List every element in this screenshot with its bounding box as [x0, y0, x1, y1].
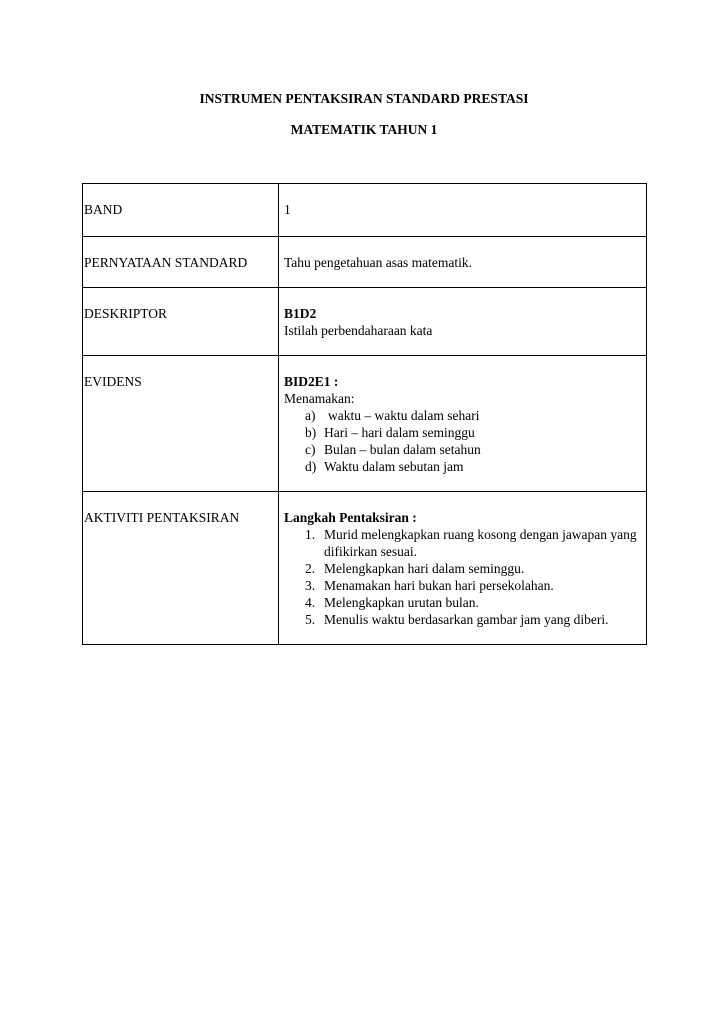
list-marker: 3.: [305, 578, 316, 593]
list-item-text: Menamakan hari bukan hari persekolahan.: [324, 578, 554, 593]
standard-performance-table: [82, 183, 647, 645]
evidens-label-cell: [83, 356, 279, 492]
list-item-text: Murid melengkapkan ruang kosong dengan jawapan yang difikirkan sesuai.: [324, 527, 637, 559]
list-item-text: Melengkapkan urutan bulan.: [324, 595, 479, 610]
evidens-label: EVIDENS: [84, 374, 142, 389]
list-item-text: Bulan – bulan dalam setahun: [324, 442, 481, 457]
list-item-text: Melengkapkan hari dalam seminggu.: [324, 561, 525, 576]
list-marker: 1.: [305, 527, 316, 542]
table-row-deskriptor: [83, 288, 647, 356]
list-marker: a): [305, 408, 316, 423]
list-marker: 2.: [305, 561, 316, 576]
pernyataan-value-cell: [279, 237, 647, 288]
deskriptor-value-cell: [279, 288, 647, 356]
aktiviti-value-cell: [279, 492, 647, 645]
aktiviti-heading: Langkah Pentaksiran :: [284, 510, 417, 525]
deskriptor-text: Istilah perbendaharaan kata: [284, 323, 433, 338]
table-row-pernyataan-standard: [83, 237, 647, 288]
list-marker: d): [305, 459, 317, 474]
aktiviti-label-cell: [83, 492, 279, 645]
aktiviti-label: AKTIVITI PENTAKSIRAN: [84, 510, 240, 525]
list-item: [284, 407, 643, 424]
list-item: [284, 577, 643, 594]
band-value: 1: [284, 202, 291, 217]
deskriptor-code: B1D2: [284, 306, 317, 321]
evidens-value-cell: [279, 356, 647, 492]
list-marker: c): [305, 442, 316, 457]
document-title: INSTRUMEN PENTAKSIRAN STANDARD PRESTASI: [199, 91, 529, 106]
list-marker: b): [305, 425, 317, 440]
table-row-band: [83, 184, 647, 237]
band-value-cell: [279, 184, 647, 237]
deskriptor-label: DESKRIPTOR: [84, 306, 168, 321]
pernyataan-label: PERNYATAAN STANDARD: [84, 255, 248, 270]
list-item: [284, 526, 643, 560]
list-item-text: waktu – waktu dalam sehari: [328, 408, 480, 423]
pernyataan-label-cell: [83, 237, 279, 288]
document-subtitle: MATEMATIK TAHUN 1: [290, 122, 438, 137]
table-row-evidens: [83, 356, 647, 492]
list-item-text: Hari – hari dalam seminggu: [324, 425, 475, 440]
list-item: [284, 560, 643, 577]
aktiviti-list: [284, 526, 643, 628]
list-item: [284, 441, 643, 458]
list-item: [284, 611, 643, 628]
list-item: [284, 458, 643, 475]
deskriptor-label-cell: [83, 288, 279, 356]
list-item-text: Waktu dalam sebutan jam: [324, 459, 464, 474]
list-item: [284, 424, 643, 441]
pernyataan-value: Tahu pengetahuan asas matematik.: [284, 255, 472, 270]
table-row-aktiviti-pentaksiran: [83, 492, 647, 645]
list-marker: 5.: [305, 612, 316, 627]
band-label: BAND: [84, 202, 123, 217]
list-marker: 4.: [305, 595, 316, 610]
list-item: [284, 594, 643, 611]
evidens-list: [284, 407, 643, 475]
evidens-code: BID2E1 :: [284, 374, 339, 389]
list-item-text: Menulis waktu berdasarkan gambar jam yang diberi.: [324, 612, 609, 627]
evidens-intro: Menamakan:: [284, 391, 355, 406]
band-label-cell: [83, 184, 279, 237]
